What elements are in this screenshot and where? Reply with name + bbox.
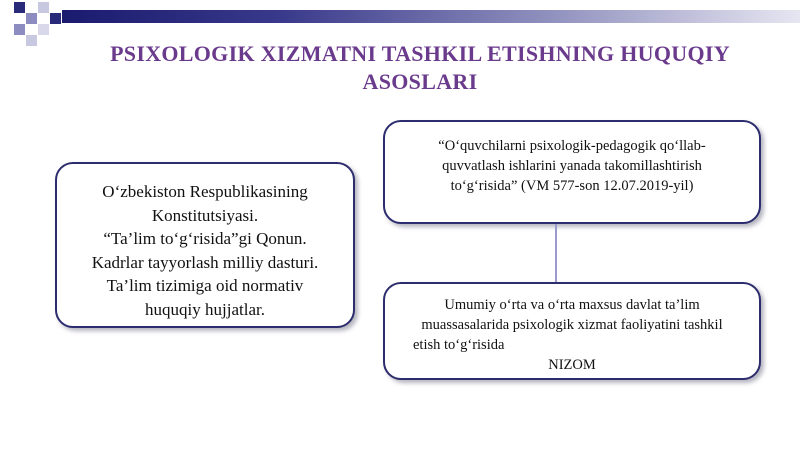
- slide-title: [60, 40, 780, 96]
- box-text-line: O‘zbekiston Respublikasining: [102, 182, 308, 201]
- slide-title-line: PSIXOLOGIK XIZMATNI TASHKIL ETISHNING HUQUQIY: [110, 41, 730, 66]
- box-text-line: “Ta’lim to‘g‘risida”gi Qonun.: [103, 229, 307, 248]
- box-text-line: Umumiy o‘rta va o‘rta maxsus davlat ta’lim: [444, 297, 700, 313]
- header-square: [38, 2, 49, 13]
- box-text-line: to‘g‘risida” (VM 577-son 12.07.2019-yil): [450, 178, 694, 194]
- box-text-line: Kadrlar tayyorlash milliy dasturi.: [91, 252, 319, 272]
- connector-line: [555, 224, 557, 282]
- box-text-line: muassasalarida psixologik xizmat faoliyatini tashkil: [421, 317, 723, 333]
- box-text-line: “O‘quvchilarni psixologik-pedagogik qo‘llab-: [438, 138, 706, 154]
- box-text-line: etish to‘g‘risida: [413, 337, 505, 353]
- header-bar: [62, 10, 800, 23]
- legal-sources-box: [55, 162, 355, 328]
- box-text-line: quvvatlash ishlarini yanada takomillashtirish: [442, 158, 702, 174]
- box-text-line: Ta’lim tizimiga oid normativ: [106, 276, 304, 295]
- box-text-line: Konstitutsiyasi.: [151, 205, 259, 225]
- header-square: [14, 24, 25, 35]
- regulation-box: [383, 282, 761, 380]
- header-square: [38, 24, 49, 35]
- slide-title-line: ASOSLARI: [362, 69, 478, 94]
- header-square: [14, 2, 25, 13]
- header-square: [50, 13, 61, 24]
- resolution-box: [383, 120, 761, 224]
- header-square: [26, 35, 37, 46]
- header-square: [26, 13, 37, 24]
- box-text-line: huquqiy hujjatlar.: [145, 299, 265, 319]
- regulation-heading: NIZOM: [548, 357, 596, 373]
